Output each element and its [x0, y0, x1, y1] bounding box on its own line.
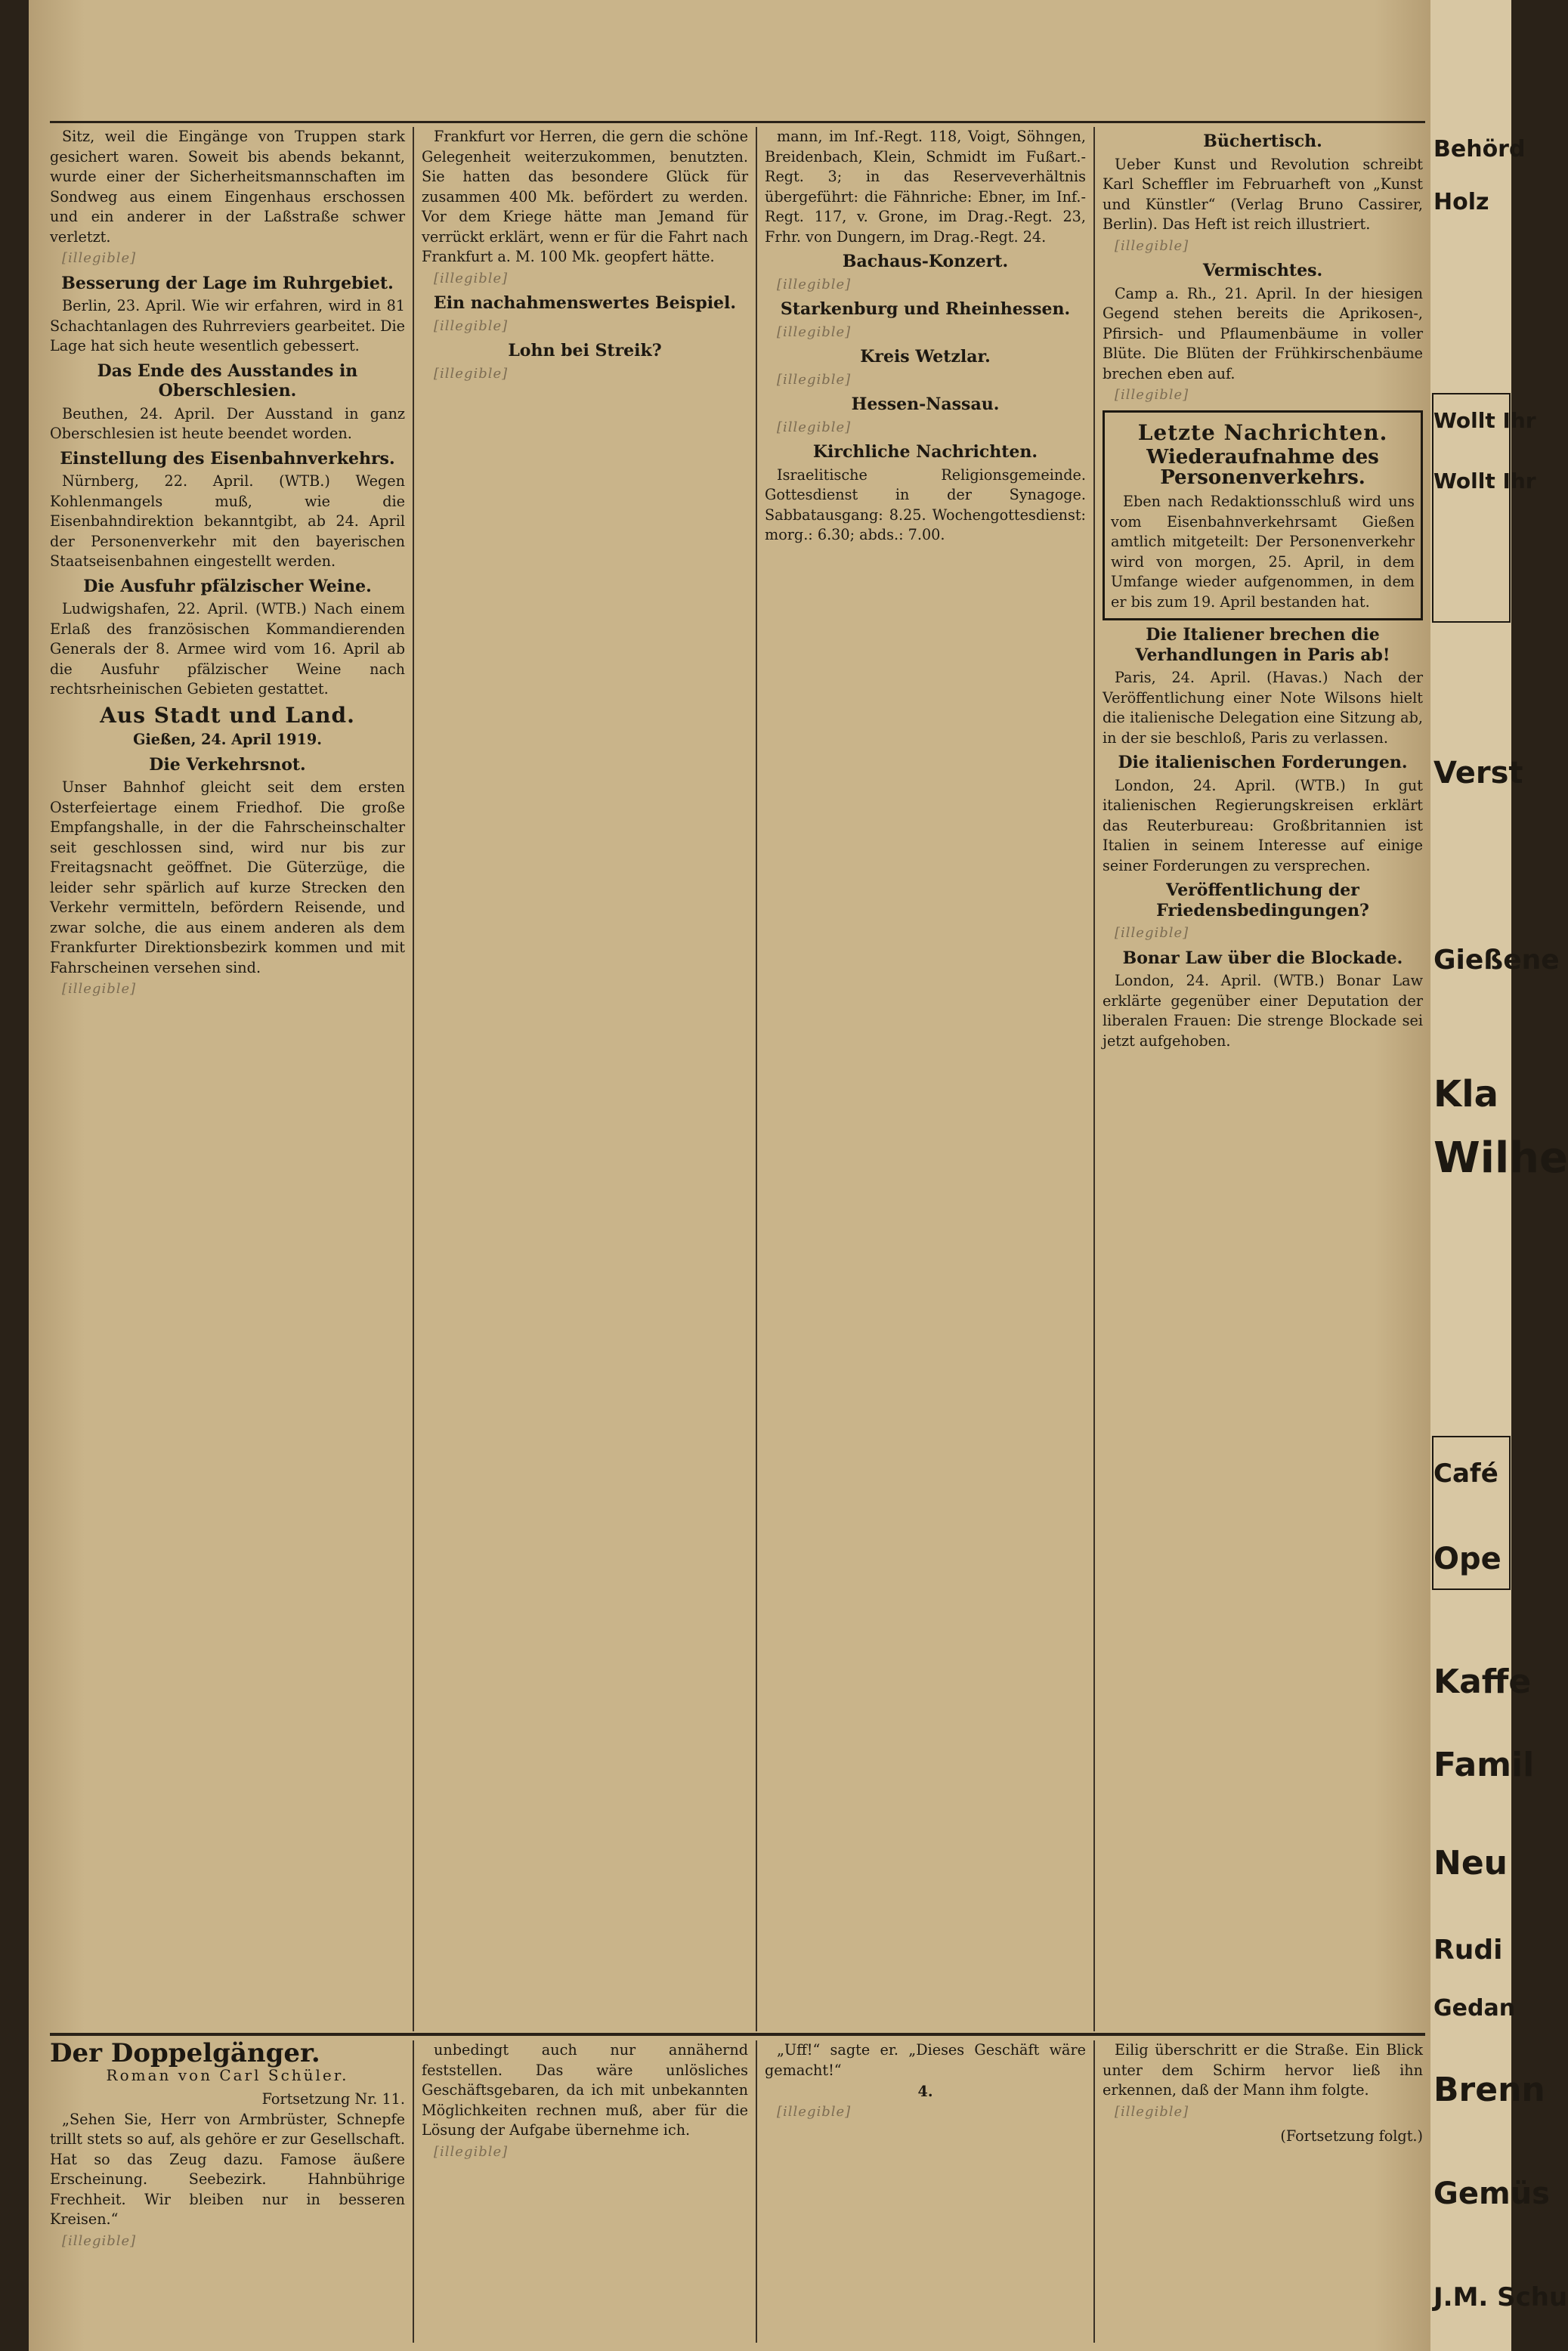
- section-text-eisenbahn: Nürnberg, 22. April. (WTB.) Wegen Kohlenmangels muß, wie die Eisenbahndirektion bekanntgibt, ab 24. April der Personenverkehr mit den bayerischen Staatseisenbahnen eingestellt werden.: [50, 472, 405, 570]
- serial-text-4: Eilig überschritt er die Straße. Ein Blick unter dem Schirm hervor ließ ihn erkennen, daß der Mann ihm folgte.: [1103, 2041, 1423, 2099]
- newspaper-page: [29, 0, 1430, 2351]
- section-text-forderungen: London, 24. April. (WTB.) In gut italienischen Regierungskreisen erklärt das Reuterbureau: Großbritannien ist Italien in seinem Interesse auf einige seiner Forderungen zu versprechen.: [1103, 776, 1423, 874]
- serial-text-1: „Sehen Sie, Herr von Armbrüster, Schnepfe trillt stets so auf, als gehöre er zur Gesellschaft. Hat so das Zeug dazu. Famose äußere Erscheinung. Seebezirk. Hahnbührige Frechheit. Wir bleiben nur in besseren Kreisen.“: [50, 2110, 405, 2228]
- section-heading-wiederaufnahme: Wiederaufnahme des Personenverkehrs.: [1146, 446, 1379, 489]
- section-heading-forderungen: Die italienischen Forderungen.: [1118, 753, 1408, 772]
- ad-fragment: Brenn: [1433, 2071, 1545, 2109]
- illegible-text: [illegible]: [434, 317, 509, 334]
- section-text-kirchliche: Israelitische Religionsgemeinde. Gottesdienst in der Synagoge. Sabbatausgang: 8.25. Wochengottesdienst: morg.: 6.30; abds.: 7.00.: [765, 466, 1086, 543]
- section-heading-letzte: Letzte Nachrichten.: [1137, 419, 1388, 445]
- ad-fragment: Café: [1433, 1459, 1498, 1489]
- illegible-text: [illegible]: [434, 2143, 509, 2160]
- serial-column-4: [1103, 2040, 1423, 2343]
- ad-fragment: Gedan: [1433, 1995, 1516, 2022]
- section-text-wiederaufnahme: Eben nach Redaktionsschluß wird uns vom Eisenbahnverkehrsamt Gießen amtlich mitgeteilt: Der Personenverkehr wird von morgen, 25. April, in dem Umfange wieder aufgenommen, in dem er bis zum 19. April bestanden hat.: [1111, 493, 1415, 611]
- serial-title: Der Doppelgänger.: [50, 2038, 320, 2068]
- section-heading-reisen: Ein nachahmenswertes Beispiel.: [433, 293, 737, 313]
- serial-divider-2: [756, 2040, 757, 2343]
- section-heading-weine: Die Ausfuhr pfälzischer Weine.: [83, 576, 372, 596]
- column-divider-1: [413, 127, 414, 2031]
- ad-fragment: Holz: [1433, 189, 1489, 215]
- serial-divider-1: [413, 2040, 414, 2343]
- section-text-vermischtes: Camp a. Rh., 21. April. In der hiesigen Gegend stehen bereits die Aprikosen-, Pfirsich- und Pflaumenbäume in voller Blüte. Die Blüten der Frühkirschenbäume brechen eben auf.: [1103, 284, 1423, 382]
- ad-fragment: Ope: [1433, 1542, 1502, 1576]
- ad-fragment: Verst: [1433, 756, 1523, 790]
- section-heading-oberschlesien: Das Ende des Ausstandes in Oberschlesien.: [97, 360, 358, 401]
- serial-chapter: 4.: [917, 2083, 933, 2100]
- illegible-text: [illegible]: [434, 365, 509, 382]
- section-heading-stadt: Aus Stadt und Land.: [100, 702, 355, 728]
- serial-text-3: „Uff!“ sagte er. „Dieses Geschäft wäre gemacht!“: [765, 2041, 1086, 2079]
- column-divider-2: [756, 127, 757, 2031]
- serial-text-2: unbedingt auch nur annähernd feststellen. Das wäre unlösliches Geschäftsgebaren, da ich mit unbekannten Möglichkeiten rechnen muß, aber für die Lösung der Aufgabe übernehme ich.: [422, 2041, 748, 2139]
- section-heading-starkenburg: Starkenburg und Rheinhessen.: [780, 299, 1071, 319]
- ad-fragment: Kaffe: [1433, 1663, 1532, 1701]
- section-text-oberschlesien: Beuthen, 24. April. Der Ausstand in ganz Oberschlesien ist heute beendet worden.: [50, 404, 405, 442]
- section-heading-eisenbahn: Einstellung des Eisenbahnverkehrs.: [60, 448, 395, 469]
- section-heading-lohn: Lohn bei Streik?: [508, 341, 662, 360]
- section-heading-friedensbedingungen: Veröffentlichung der Friedensbedingungen?: [1156, 880, 1369, 920]
- column-divider-3: [1093, 127, 1095, 2031]
- column-2: [422, 127, 748, 2016]
- illegible-text: [illegible]: [62, 2232, 137, 2249]
- ad-fragment: Behörd: [1433, 136, 1526, 162]
- column-1: [50, 127, 405, 2016]
- illegible-text: [illegible]: [777, 2103, 852, 2120]
- section-heading-bonar: Bonar Law über die Blockade.: [1122, 948, 1403, 968]
- section-heading-kirchliche: Kirchliche Nachrichten.: [812, 442, 1038, 462]
- ad-fragment: Wollt Ihr: [1433, 469, 1536, 493]
- serial-installment: Fortsetzung Nr. 11.: [261, 2090, 405, 2108]
- ad-fragment: Rudi: [1433, 1935, 1503, 1966]
- ad-fragment: Gießene: [1433, 945, 1560, 976]
- article-col2-text: Frankfurt vor Herren, die gern die schöne Gelegenheit weiterzukommen, benutzten. Sie hatten das besondere Glück für zusammen 400 Mk. befördert zu werden. Vor dem Kriege hätte man Jemand für verrückt erklärt, wenn er für die Fahrt nach Frankfurt a. M. 100 Mk. geopfert hätte.: [422, 128, 748, 265]
- section-text-lage: Berlin, 23. April. Wie wir erfahren, wird in 81 Schachtanlagen des Ruhrreviers gearbeitet. Die Lage hat sich heute wesentlich gebessert.: [50, 297, 405, 354]
- illegible-text: [illegible]: [1115, 387, 1189, 403]
- illegible-text: [illegible]: [1115, 925, 1189, 941]
- section-text-weine: Ludwigshafen, 22. April. (WTB.) Nach einem Erlaß des französischen Kommandierenden Generals der 8. Armee wird vom 16. April ab die Ausfuhr pfälzischer Weine nach rechtsrheinischen Gebieten gestattet.: [50, 600, 405, 698]
- section-heading-lage: Besserung der Lage im Ruhrgebiet.: [61, 273, 394, 293]
- serial-continued: (Fortsetzung folgt.): [1280, 2127, 1423, 2145]
- section-text-buecher: Ueber Kunst und Revolution schreibt Karl Scheffler im Februarheft von „Kunst und Künstler“ (Verlag Bruno Cassirer, Berlin). Das Heft ist reich illustriert.: [1103, 155, 1423, 233]
- section-heading-vermischtes: Vermischtes.: [1202, 261, 1323, 280]
- illegible-text: [illegible]: [777, 371, 852, 388]
- illegible-text: [illegible]: [777, 276, 852, 292]
- top-rule: [50, 121, 1425, 123]
- adjacent-page-ads: [1430, 0, 1568, 2351]
- serial-column-3: [765, 2040, 1086, 2343]
- article-col3-text: mann, im Inf.-Regt. 118, Voigt, Söhngen, Breidenbach, Klein, Schmidt im Fußart.-Regt. 3; in das Reserveverhältnis übergeführt: die Fähnriche: Ebner, im Inf.-Regt. 117, v. Grone, im Drag.-Regt. 23, Frhr. von Dungern, im Drag.-Regt. 24.: [765, 128, 1086, 246]
- illegible-text: [illegible]: [777, 419, 852, 435]
- column-4: [1103, 127, 1423, 2016]
- ad-fragment: Gemüs: [1433, 2176, 1550, 2211]
- ad-fragment: Neu: [1433, 1844, 1508, 1882]
- illegible-text: [illegible]: [777, 323, 852, 340]
- article-upper-lead: Sitz, weil die Eingänge von Truppen stark gesichert waren. Soweit bis abends bekannt, wurde einer der Sicherheitsmannschaften im Sondweg aus einem Eingenhaus erschossen und ein anderer in der Laßstraße schwer verletzt.: [50, 128, 405, 246]
- serial-column-1: [50, 2040, 405, 2343]
- section-heading-wetzlar: Kreis Wetzlar.: [860, 347, 991, 367]
- serial-subtitle: Roman von Carl Schüler.: [106, 2065, 349, 2084]
- ad-fragment: Kla: [1433, 1073, 1499, 1115]
- illegible-text: [illegible]: [1115, 2103, 1189, 2120]
- ad-fragment: Wilhe: [1433, 1134, 1568, 1183]
- illegible-text: [illegible]: [62, 250, 137, 266]
- section-text-verkehr: Unser Bahnhof gleicht seit dem ersten Osterfeiertage einem Friedhof. Die große Empfangshalle, in der die Fahrscheinschalter seit geschlossen sind, wird nur bis zur Freitagsnacht geöffnet. Die Güterzüge, die leider sehr spärlich auf kurze Strecken den Verkehr vermitteln, befördern Reisende, und zwar solche, die aus einem anderen als dem Frankfurter Direktionsbezirk kommen und mit Fahrscheinen versehen sind.: [50, 778, 405, 976]
- dateline-giessen: Gießen, 24. April 1919.: [133, 731, 322, 748]
- section-heading-hessen-nassau: Hessen-Nassau.: [851, 394, 1000, 414]
- illegible-text: [illegible]: [434, 270, 509, 286]
- latest-news-box: [1103, 410, 1423, 621]
- section-heading-bachaus: Bachaus-Konzert.: [842, 252, 1009, 271]
- ad-fragment: Wollt Ihr: [1433, 408, 1536, 433]
- section-heading-italiener: Die Italiener brechen die Verhandlungen in Paris ab!: [1135, 625, 1390, 665]
- section-heading-verkehr: Die Verkehrsnot.: [149, 754, 306, 775]
- illegible-text: [illegible]: [1115, 237, 1189, 254]
- serial-divider-3: [1093, 2040, 1095, 2343]
- column-3: [765, 127, 1086, 2016]
- serial-column-2: [422, 2040, 748, 2343]
- section-heading-buecher: Büchertisch.: [1203, 131, 1322, 151]
- section-text-italiener: Paris, 24. April. (Havas.) Nach der Veröffentlichung einer Note Wilsons hielt die italienische Delegation eine Sitzung ab, in der sie beschloß, Paris zu verlassen.: [1103, 669, 1423, 747]
- ad-fragment: J.M. Schu: [1433, 2282, 1568, 2312]
- section-text-bonar: London, 24. April. (WTB.) Bonar Law erklärte gegenüber einer Deputation der liberalen Frauen: Die strenge Blockade sei jetzt aufgehoben.: [1103, 972, 1423, 1050]
- illegible-text: [illegible]: [62, 981, 137, 997]
- feuilleton-rule: [50, 2033, 1425, 2036]
- ad-fragment: Famil: [1433, 1746, 1535, 1784]
